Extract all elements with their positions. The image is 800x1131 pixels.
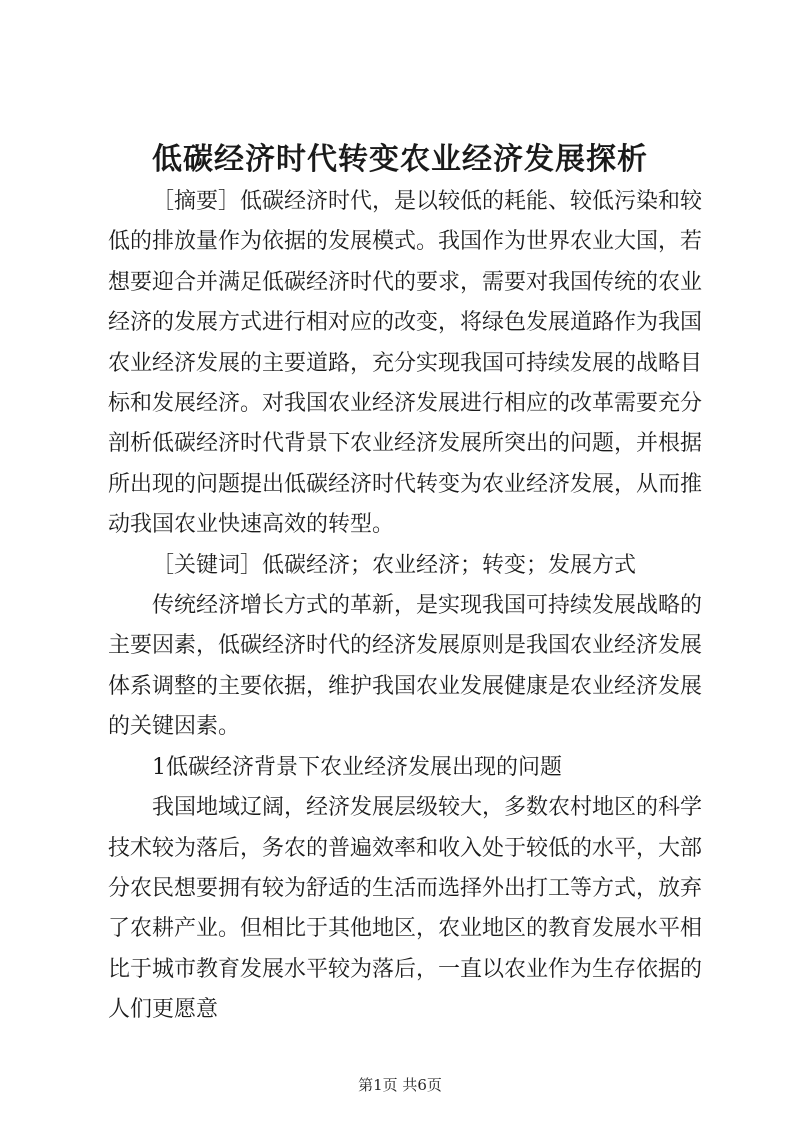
section-1-paragraph: 我国地域辽阔，经济发展层级较大，多数农村地区的科学技术较为落后，务农的普遍效率和收入处于较低的水平，大部分农民想要拥有较为舒适的生活而选择外出打工等方式，放弃了农耕产业。但相比于其他地区，农业地区的教育发展水平相比于城市教育发展水平较为落后，一直以农业作为生存依据的人们更愿意 (108, 795, 703, 1023)
keywords-paragraph: ［关键词］低碳经济；农业经济；转变；发展方式 (152, 552, 637, 578)
intro-paragraph: 传统经济增长方式的革新，是实现我国可持续发展战略的主要因素，低碳经济时代的经济发展原则是我国农业经济发展体系调整的主要依据，维护我国农业发展健康是农业经济发展的关键因素。 (108, 593, 703, 740)
page-footer: 第1页 共6页 (358, 1076, 442, 1094)
document-title: 低碳经济时代转变农业经济发展探析 (152, 142, 648, 177)
abstract-paragraph: ［摘要］低碳经济时代，是以较低的耗能、较低污染和较低的排放量作为依据的发展模式。我国作为世界农业大国，若想要迎合并满足低碳经济时代的要求，需要对我国传统的农业经济的发展方式进行相对应的改变，将绿色发展道路作为我国农业经济发展的主要道路，充分实现我国可持续发展的战略目标和发展经济。对我国农业经济发展进行相应的改革需要充分剖析低碳经济时代背景下农业经济发展所突出的问题，并根据所出现的问题提出低碳经济时代转变为农业经济发展，从而推动我国农业快速高效的转型。 (108, 189, 703, 538)
document-body (108, 182, 702, 1031)
section-heading-1: 1低碳经济背景下农业经济发展出现的问题 (152, 754, 562, 780)
